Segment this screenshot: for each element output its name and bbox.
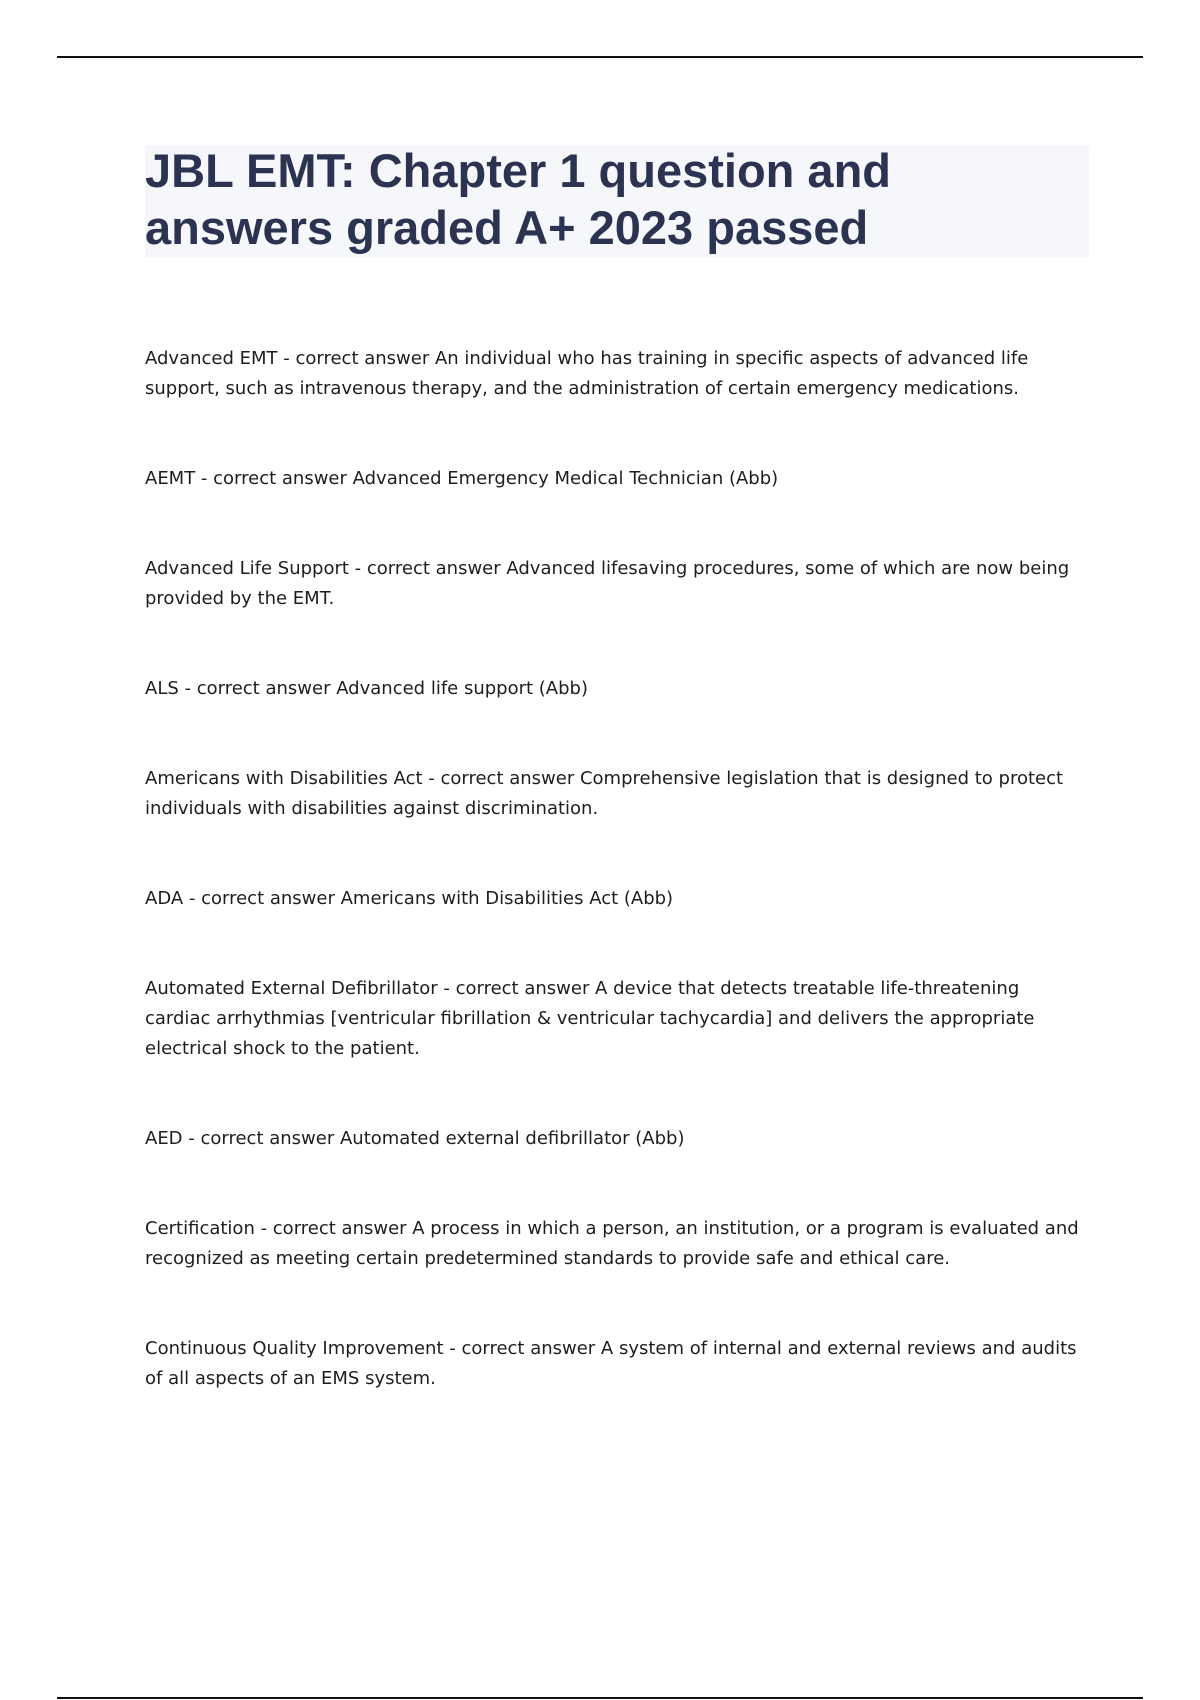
flashcard-entry: Certification - correct answer A process in which a person, an institution, or a program is evaluated and recognized as meeting certain predetermined standards to provide safe and ethical care. <box>145 1218 1079 1269</box>
flashcard-entry: Continuous Quality Improvement - correct answer A system of internal and external reviews and audits of all aspects of an EMS system. <box>145 1338 1077 1389</box>
flashcard-entry: Advanced Life Support - correct answer Advanced lifesaving procedures, some of which are now being provided by the EMT. <box>145 558 1070 609</box>
top-rule <box>57 56 1143 58</box>
flashcard-entry: Advanced EMT - correct answer An individual who has training in specific aspects of advanced life support, such as intravenous therapy, and the administration of certain emergency medications. <box>145 348 1029 399</box>
bottom-rule <box>57 1697 1143 1699</box>
document-title: JBL EMT: Chapter 1 question and answers graded A+ 2023 passed <box>145 144 891 254</box>
flashcard-list <box>145 344 1090 1394</box>
flashcard-entry: Automated External Defibrillator - correct answer A device that detects treatable life-threatening cardiac arrhythmias [ventricular fibrillation & ventricular tachycardia] and delivers the appropriate electrical shock to the patient. <box>145 978 1035 1059</box>
flashcard-entry: ADA - correct answer Americans with Disabilities Act (Abb) <box>145 888 674 909</box>
flashcard-entry: Americans with Disabilities Act - correct answer Comprehensive legislation that is designed to protect individuals with disabilities against discrimination. <box>145 768 1064 819</box>
flashcard-entry: AEMT - correct answer Advanced Emergency Medical Technician (Abb) <box>145 468 779 489</box>
flashcard-entry: AED - correct answer Automated external defibrillator (Abb) <box>145 1128 685 1149</box>
flashcard-entry: ALS - correct answer Advanced life support (Abb) <box>145 678 588 699</box>
